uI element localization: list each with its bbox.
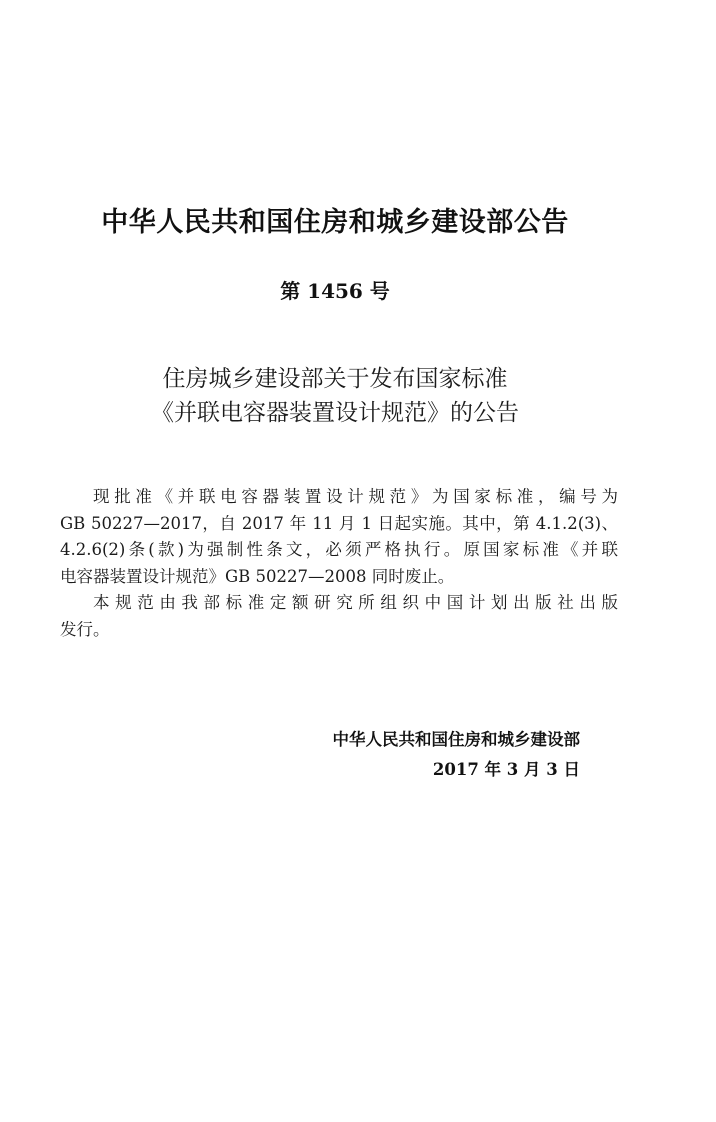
signature-organization: 中华人民共和国住房和城乡建设部 — [332, 730, 580, 749]
body-paragraph — [60, 484, 618, 590]
body-line: 发行。 — [60, 619, 110, 639]
body-line: 现批准《并联电容器装置设计规范》为国家标准，编号为 — [93, 487, 618, 506]
subject-line: 住房城乡建设部关于发布国家标准 — [162, 366, 508, 392]
subject-line: 《并联电容器装置设计规范》的公告 — [151, 400, 519, 426]
announcement-title: 中华人民共和国住房和城乡建设部公告 — [101, 207, 569, 238]
body-line: 4.2.6(2)条(款)为强制性条文，必须严格执行。原国家标准《并联 — [60, 540, 618, 559]
announcement-body — [60, 484, 618, 643]
announcement-number: 第 1456 号 — [280, 279, 390, 303]
signature-date: 2017 年 3 月 3 日 — [432, 760, 580, 779]
announcement-subject — [0, 362, 670, 430]
body-line: 电容器装置设计规范》GB 50227—2008 同时废止。 — [60, 566, 455, 586]
body-line: GB 50227—2017，自 2017 年 11 月 1 日起实施。其中，第 4.1.2(3)、 — [60, 513, 618, 533]
body-line: 本规范由我部标准定额研究所组织中国计划出版社出版 — [93, 593, 618, 612]
body-paragraph — [60, 590, 618, 643]
